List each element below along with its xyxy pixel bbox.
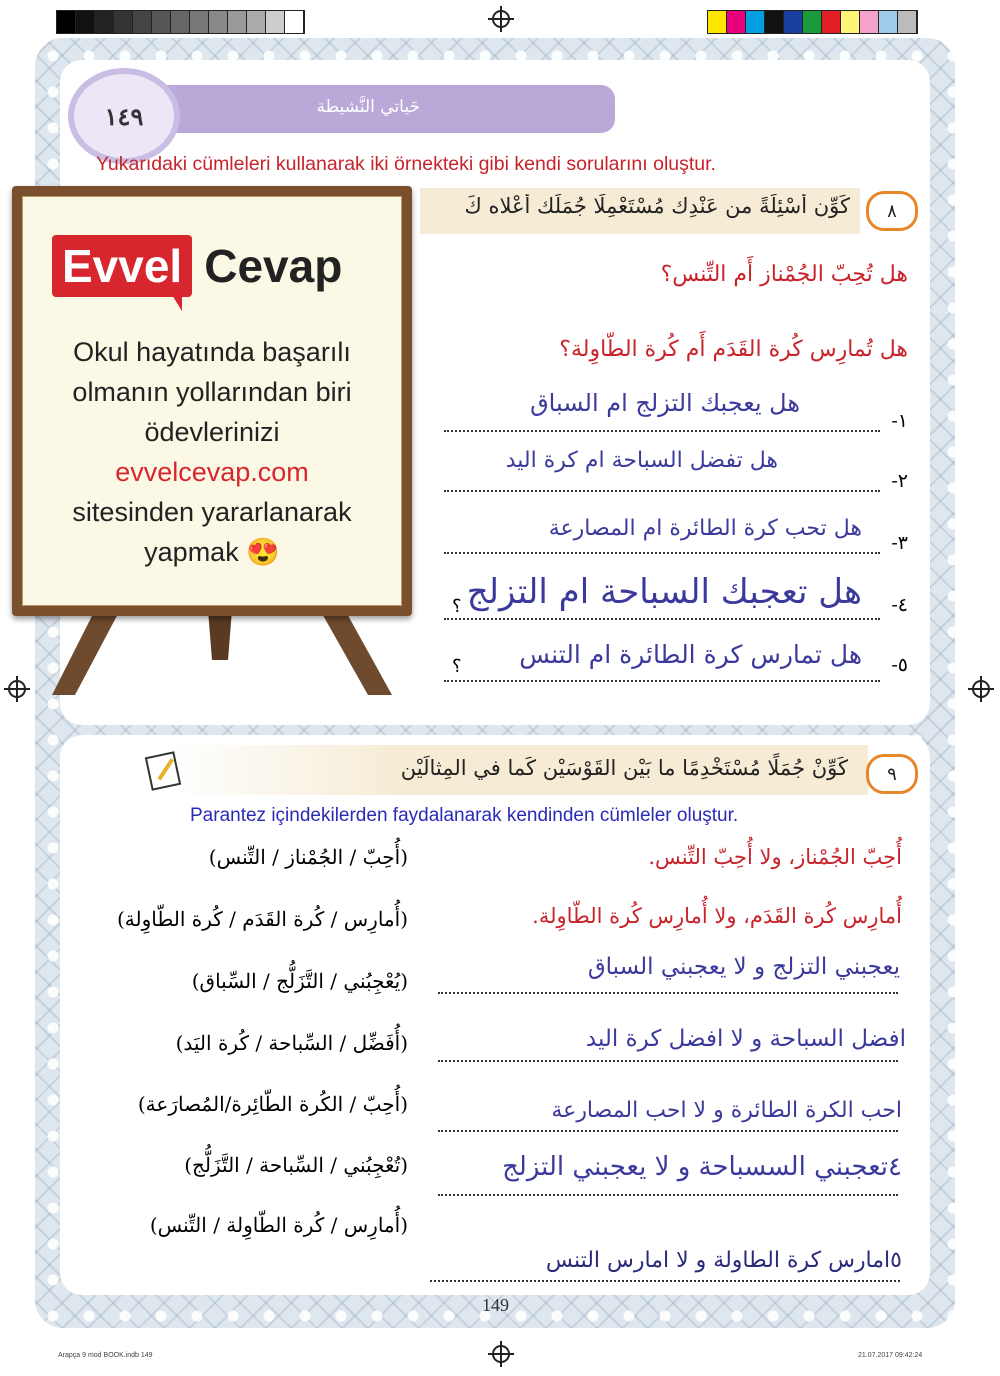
smiling-heart-eyes-emoji: 😍 bbox=[246, 537, 280, 567]
ad-line-2: olmanın yollarından biri bbox=[72, 377, 352, 407]
prompt-5: (أُحِبّ / الكُرة الطّائِرة/المُصارَعة) bbox=[137, 1092, 408, 1116]
header-banner bbox=[150, 85, 615, 133]
arabic-instruction-8: كَوِّن أَسْئِلَةً من عَنْدِك مُسْتَعْمِلًا جُمَلَك أَعْلاه كَ bbox=[464, 194, 850, 218]
prompt-3: (يُعْجِبُني / التَّزَلُّج / السِّباق) bbox=[191, 969, 408, 993]
answer-text-8-4[interactable]: هل تعجبك السباحة ام التزلج bbox=[466, 572, 862, 612]
turkish-instruction-9: Parantez içindekilerden faydalanarak kendinden cümleler oluştur. bbox=[190, 805, 739, 826]
page-number: 149 bbox=[482, 1295, 509, 1315]
answer-num-8-2: ٢- bbox=[891, 470, 908, 492]
turkish-instruction-8: Yukarıdaki cümleleri kullanarak iki örnekteki gibi kendi sorularını oluştur. bbox=[96, 153, 716, 175]
ad-logo bbox=[52, 235, 342, 297]
ad-easel bbox=[0, 180, 440, 700]
exercise-number-9 bbox=[866, 754, 918, 794]
registration-mark-right bbox=[972, 680, 990, 698]
answer-text-8-5[interactable]: هل تمارس كرة الطائرة ام التنس bbox=[519, 640, 862, 669]
prompt-4: (أُفَضِّل / السِّباحة / كُرة اليَد) bbox=[175, 1031, 408, 1055]
answer-line-9-5 bbox=[430, 1280, 900, 1282]
answer-num-8-4: ٤- bbox=[891, 594, 908, 616]
answer-text-9-2[interactable]: افضل السباحة و لا افضل كرة اليد bbox=[585, 1026, 906, 1052]
registration-mark-bottom bbox=[492, 1345, 510, 1363]
prompt-1: (أُحِبّ / الجُمْناز / التِّنس) bbox=[208, 845, 408, 869]
answer-text-9-3[interactable]: احب الكرة الطائرة و لا احب المصارعة bbox=[551, 1098, 902, 1123]
color-calibration-strip bbox=[707, 10, 918, 34]
example-question-1: هل تُحِبّ الجُمْناز أَم التِّنس؟ bbox=[660, 262, 908, 287]
ad-text bbox=[22, 332, 402, 572]
answer-end-8-4: ؟ bbox=[452, 596, 462, 617]
example-sentence-1: أُحِبّ الجُمْناز، ولا أُحِبّ التِّنس. bbox=[648, 845, 902, 869]
grayscale-calibration-strip bbox=[56, 10, 305, 34]
answer-end-8-5: ؟ bbox=[452, 656, 462, 677]
prompt-2: (أُمارِس / كُرة القَدَم / كُرة الطّاوِلة) bbox=[116, 907, 408, 931]
print-file-label: Arapça 9 mod BOOK.indb 149 bbox=[58, 1352, 153, 1359]
page-badge bbox=[68, 68, 180, 164]
ad-line-5: yapmak bbox=[144, 537, 239, 567]
answer-num-8-3: ٣- bbox=[891, 532, 908, 554]
answer-line-9-4 bbox=[438, 1194, 898, 1196]
arabic-instruction-9: كَوِّنْ جُمَلًا مُسْتَخْدِمًا ما بَيْن القَوْسَيْن كَما في المِثالَيْن bbox=[400, 756, 848, 780]
answer-text-8-2[interactable]: هل تفضل السباحة ام كرة اليد bbox=[505, 448, 778, 473]
answer-line-9-2 bbox=[438, 1060, 898, 1062]
exercise-number-8 bbox=[866, 191, 918, 231]
answer-num-8-5: ٥- bbox=[891, 654, 908, 676]
page-badge-number: ١٤٩ bbox=[104, 101, 144, 131]
ad-brand-right: Cevap bbox=[204, 240, 343, 292]
answer-text-9-1[interactable]: يعجبني التزلج و لا يعجبني السباق bbox=[587, 954, 900, 980]
ad-site-link[interactable]: evvelcevap.com bbox=[115, 457, 309, 487]
registration-mark-top bbox=[492, 10, 510, 28]
answer-text-8-3[interactable]: هل تحب كرة الطائرة ام المصارعة bbox=[548, 516, 862, 541]
answer-line-9-1 bbox=[438, 992, 898, 994]
answer-num-8-1: ١- bbox=[891, 410, 908, 432]
prompt-7: (أُمارِس / كُرة الطّاوِلة / التِّنس) bbox=[149, 1213, 408, 1237]
print-timestamp: 21.07.2017 09:42:24 bbox=[858, 1352, 923, 1359]
answer-line-9-3 bbox=[438, 1130, 898, 1132]
exercise-number-9-label: ٩ bbox=[887, 763, 897, 785]
ad-brand-left: Evvel bbox=[62, 240, 183, 292]
ad-line-4: sitesinden yararlanarak bbox=[72, 497, 352, 527]
ad-line-3: ödevlerinizi bbox=[144, 417, 280, 447]
example-question-2: هل تُمارِس كُرة القَدَم أَم كُرة الطّاوِلة؟ bbox=[559, 337, 908, 362]
answer-text-9-5[interactable]: ٥امارس كرة الطاولة و لا امارس التنس bbox=[545, 1248, 902, 1273]
prompt-6: (تُعْجِبُني / السِّباحة / التَّزَلُّج) bbox=[184, 1153, 408, 1177]
ad-line-1: Okul hayatında başarılı bbox=[73, 337, 351, 367]
answer-text-9-4[interactable]: ٤تعجبني السسباحة و لا يعجبني التزلج bbox=[502, 1152, 902, 1182]
example-sentence-2: أُمارِس كُرة القَدَم، ولا أُمارِس كُرة الطّاوِلة. bbox=[532, 904, 902, 928]
exercise-number-8-label: ٨ bbox=[887, 200, 897, 222]
banner-title: حَياتي النَّشيطة bbox=[316, 97, 420, 117]
answer-text-8-1[interactable]: هل يعجبك التزلج ام السباق bbox=[530, 389, 800, 417]
